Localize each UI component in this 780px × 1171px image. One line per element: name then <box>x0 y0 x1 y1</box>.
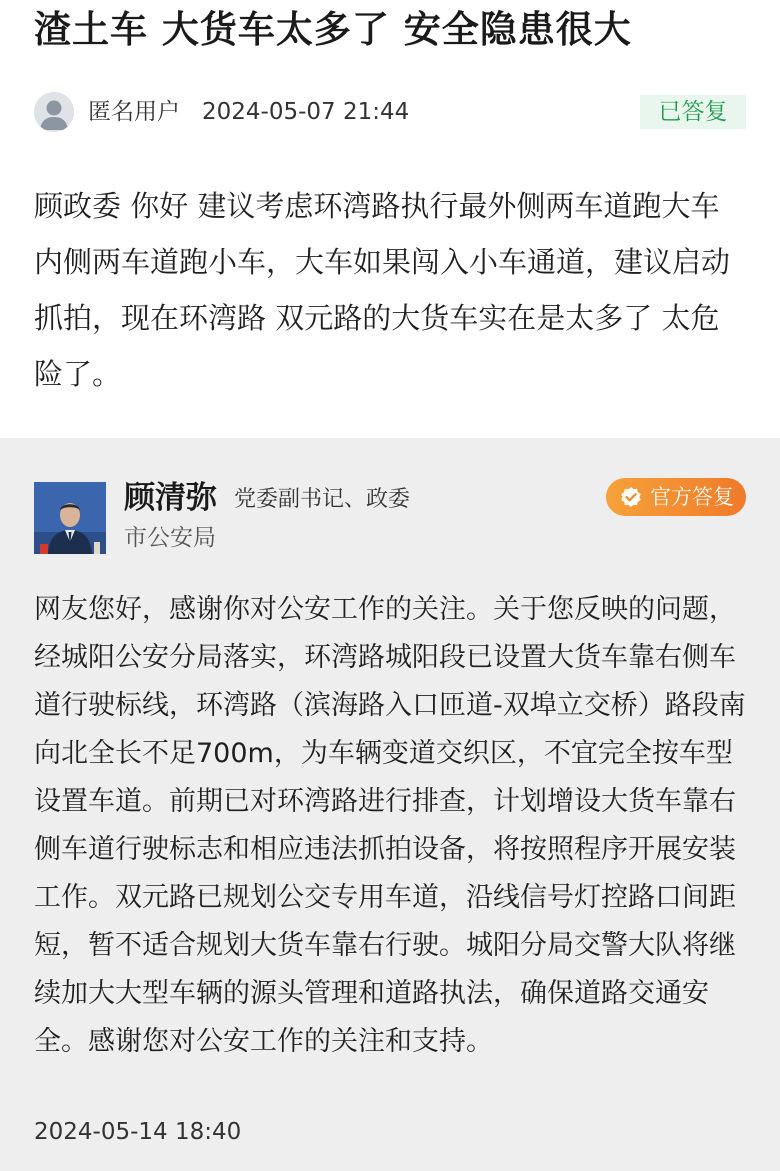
answered-status-badge: 已答复 <box>640 95 746 129</box>
question-card <box>0 0 780 438</box>
asker-name: 匿名用户 <box>88 99 180 125</box>
official-department: 市公安局 <box>124 525 216 551</box>
question-body: 顾政委 你好 建议考虑环湾路执行最外侧两车道跑大车 内侧两车道跑小车，大车如果闯入小车通道，建议启动抓拍，现在环湾路 双元路的大货车实在是太多了 太危险了。 <box>34 189 731 391</box>
user-avatar-icon <box>34 92 74 132</box>
answer-body: 网友您好，感谢你对公安工作的关注。关于您反映的问题，经城阳公安分局落实，环湾路城阳段已设置大货车靠右侧车道行驶标线，环湾路（滨海路入口匝道-双埠立交桥）路段南向北全长不足700m，为车辆变道交织区，不宜完全按车型设置车道。前期已对环湾路进行排查，计划增设大货车靠右侧车道行驶标志和相应违法抓拍设备，将按照程序开展安装工作。双元路已规划公交专用车道，沿线信号灯控路口间距短，暂不适合规划大货车靠右行驶。城阳分局交警大队将继续加大大型车辆的源头管理和道路执法，确保道路交通安全。感谢您对公安工作的关注和支持。 <box>34 594 746 1057</box>
question-title: 渣土车 大货车太多了 安全隐患很大 <box>34 8 632 51</box>
check-seal-icon <box>620 486 642 508</box>
answered-timestamp: 2024-05-14 18:40 <box>34 1119 242 1145</box>
official-name: 顾清弥 <box>124 480 217 516</box>
official-reply-badge <box>606 478 746 516</box>
answer-card <box>0 438 780 1171</box>
asker-info <box>34 92 746 132</box>
official-avatar[interactable] <box>34 482 106 554</box>
official-reply-label: 官方答复 <box>650 485 734 509</box>
official-title: 党委副书记、政委 <box>234 487 411 512</box>
asked-timestamp: 2024-05-07 21:44 <box>202 99 410 125</box>
